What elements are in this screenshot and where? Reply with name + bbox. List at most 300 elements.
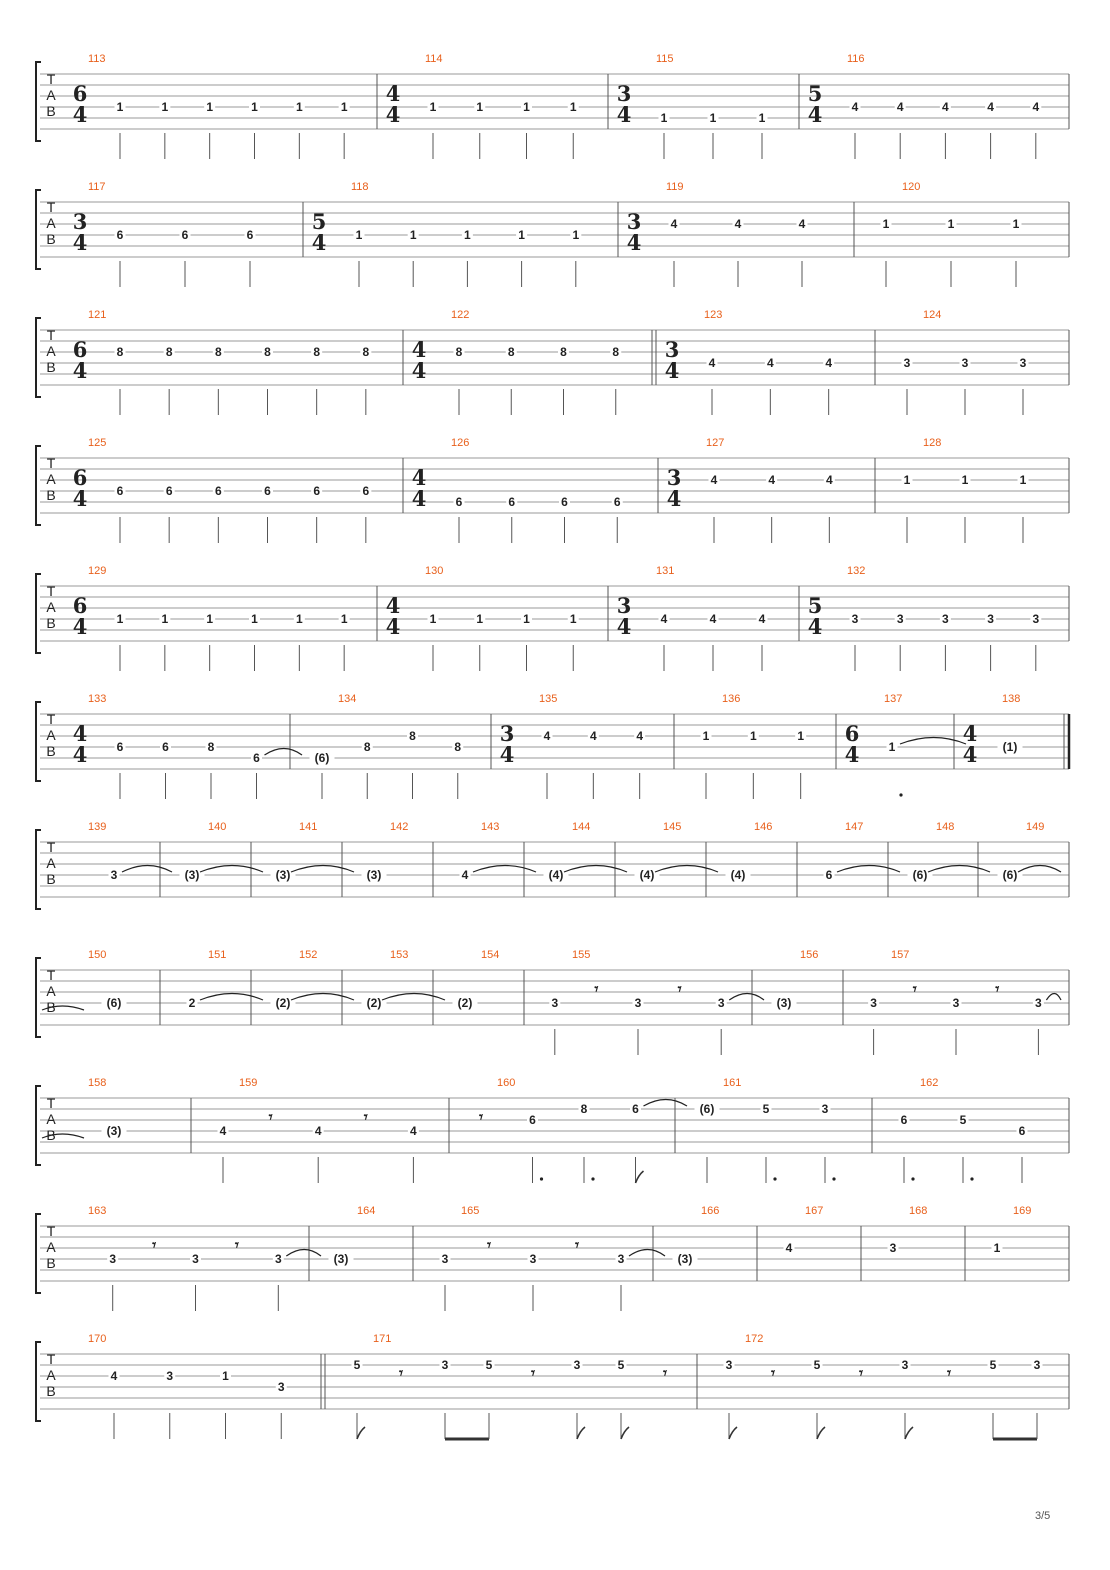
measure-number: 113 [88,53,106,65]
measure-number: 120 [902,181,921,193]
fret-number: 3 [1032,612,1040,626]
time-signature-top: 4 [411,465,427,490]
measure-number: 131 [656,565,675,577]
fret-number: 1 [251,612,258,626]
fret-number: 3 [987,612,994,626]
tab-clef-letter: B [46,999,56,1015]
fret-number: 6 [362,484,370,498]
fret-number: 6 [1018,1124,1026,1138]
fret-number: 3 [821,1102,829,1116]
fret-number: 6 [632,1102,639,1116]
fret-number: 1 [993,1241,1001,1255]
fret-number: 8 [454,740,462,754]
eighth-rest: 𝄾 [479,1108,483,1126]
tie-arc [564,866,627,873]
time-signature-top: 3 [626,209,642,234]
fret-number: 1 [340,100,348,114]
time-signature-bottom: 4 [72,230,88,255]
measure-number: 133 [88,693,107,705]
time-signature-top: 4 [411,337,427,362]
dotted-rhythm [970,1177,973,1180]
fret-number: 1 [116,100,124,114]
fret-number: 6 [613,495,621,509]
measure-number: 122 [451,309,470,321]
measure-number: 145 [663,821,682,833]
fret-number: 3 [1035,996,1042,1010]
fret-number: 1 [429,100,437,114]
time-signature-bottom: 4 [807,102,823,127]
fret-number: 1 [476,100,484,114]
measure-number: 123 [704,309,723,321]
page-number: 3/5 [1035,1510,1051,1522]
fret-number: 8 [507,345,515,359]
time-signature-top: 4 [962,721,978,746]
measure-number: 130 [425,565,444,577]
time-signature-bottom: 4 [72,614,88,639]
fret-number: 4 [734,217,742,231]
time-signature-top: 5 [807,593,823,618]
fret-number: 8 [165,345,173,359]
tie-arc [122,866,172,873]
tab-clef-letter: A [46,1239,56,1255]
measure-number: 140 [208,821,227,833]
measure-number: 136 [722,693,741,705]
fret-number: 6 [264,484,271,498]
tie-arc [291,994,354,1001]
dotted-rhythm [591,1177,594,1180]
fret-number: 4 [461,868,469,882]
measure-number: 168 [909,1205,928,1217]
fret-number: 6 [561,495,568,509]
measure-number: 121 [88,309,107,321]
fret-number: 1 [523,612,530,626]
tab-clef-letter: T [46,967,56,983]
tie-arc [1018,866,1061,873]
measure-number: 119 [666,181,684,193]
tab-clef-letter: T [46,455,56,471]
fret-number: 6 [253,751,260,765]
note-flag [636,1171,644,1183]
fret-number: 5 [989,1358,997,1372]
measure-number: 165 [461,1205,480,1217]
fret-number: 3 [109,1252,117,1266]
time-signature-top: 6 [844,721,860,746]
fret-number: (6) [912,868,928,882]
fret-number: 1 [1012,217,1020,231]
tab-clef-letter: T [46,1223,56,1239]
measure-number: 117 [88,181,106,193]
note-flag [621,1427,629,1439]
fret-number: (6) [106,996,122,1010]
measure-number: 143 [481,821,500,833]
note-flag [729,1427,737,1439]
measure-number: 114 [425,53,443,65]
eighth-rest: 𝄾 [677,980,682,998]
measure-number: 150 [88,949,107,961]
fret-number: 4 [1032,100,1040,114]
fret-number: (6) [699,1102,715,1116]
tie-arc [265,749,303,756]
time-signature-top: 3 [666,465,682,490]
time-signature-bottom: 4 [72,742,88,767]
fret-number: (2) [366,996,382,1010]
eighth-rest: 𝄾 [771,1364,775,1382]
time-signature-bottom: 4 [385,102,401,127]
fret-number: 1 [251,100,258,114]
fret-number: 3 [573,1358,581,1372]
measure-number: 125 [88,437,107,449]
fret-number: 4 [670,217,678,231]
measure-number: 154 [481,949,500,961]
fret-number: 3 [896,612,904,626]
tie-arc [928,866,990,873]
fret-number: 4 [768,473,776,487]
tie-arc [629,1250,665,1257]
fret-number: 8 [612,345,620,359]
measure-number: 169 [1013,1205,1032,1217]
time-signature-bottom: 4 [72,486,88,511]
fret-number: 4 [708,356,716,370]
eighth-rest: 𝄾 [947,1364,951,1382]
fret-number: (3) [333,1252,349,1266]
dotted-rhythm [540,1177,543,1180]
tab-clef-letter: B [46,871,56,887]
fret-number: 8 [455,345,463,359]
fret-number: 4 [543,729,551,743]
tab-clef-letter: A [46,215,56,231]
fret-number: 5 [959,1113,967,1127]
fret-number: (3) [366,868,382,882]
fret-number: 6 [246,228,254,242]
fret-number: 3 [942,612,949,626]
eighth-rest: 𝄾 [594,980,599,998]
measure-number: 148 [936,821,955,833]
fret-number: 4 [710,473,718,487]
measure-number: 126 [451,437,470,449]
measure-number: 161 [723,1077,742,1089]
tab-clef-letter: B [46,1383,56,1399]
fret-number: 1 [947,217,955,231]
fret-number: 6 [455,495,463,509]
fret-number: 3 [725,1358,733,1372]
measure-number: 147 [845,821,864,833]
time-signature-bottom: 4 [962,742,978,767]
fret-number: 1 [161,612,169,626]
fret-number: 3 [166,1369,174,1383]
fret-number: 3 [903,356,911,370]
tie-arc [644,1100,688,1107]
fret-number: 8 [363,740,371,754]
fret-number: 8 [409,729,416,743]
eighth-rest: 𝄾 [399,1364,403,1382]
fret-number: 3 [529,1252,537,1266]
tab-clef-letter: A [46,599,56,615]
tie-arc [200,866,263,873]
fret-number: 1 [206,612,214,626]
time-signature-bottom: 4 [311,230,327,255]
tab-clef-letter: T [46,583,56,599]
measure-number: 162 [920,1077,939,1089]
measure-number: 139 [88,821,107,833]
eighth-rest: 𝄾 [995,980,1000,998]
measure-number: 159 [239,1077,258,1089]
fret-number: 4 [110,1369,118,1383]
fret-number: 3 [889,1241,897,1255]
time-signature-top: 5 [311,209,327,234]
fret-number: 2 [188,996,196,1010]
fret-number: 1 [161,100,169,114]
measure-number: 142 [390,821,409,833]
fret-number: 3 [441,1358,449,1372]
fret-number: 6 [162,740,169,754]
tie-arc [837,866,900,873]
fret-number: 1 [569,100,577,114]
time-signature-top: 4 [72,721,88,746]
measure-number: 135 [539,693,558,705]
tab-clef-letter: A [46,855,56,871]
tab-clef-letter: B [46,615,56,631]
eighth-rest: 𝄾 [234,1236,239,1254]
tie-arc [291,866,354,873]
note-flag [817,1427,825,1439]
tie-arc [900,738,966,745]
time-signature-bottom: 4 [807,614,823,639]
time-signature-bottom: 4 [616,614,632,639]
tab-clef-letter: B [46,1127,56,1143]
fret-number: 1 [409,228,417,242]
fret-number: 3 [192,1252,199,1266]
fret-number: 4 [636,729,644,743]
tie-arc [655,866,718,873]
dotted-rhythm [773,1177,776,1180]
time-signature-bottom: 4 [411,486,427,511]
measure-number: 153 [390,949,409,961]
time-signature-bottom: 4 [385,614,401,639]
fret-number: 6 [900,1113,908,1127]
fret-number: 4 [766,356,774,370]
measure-number: 124 [923,309,942,321]
measure-number: 149 [1026,821,1045,833]
time-signature-bottom: 4 [411,358,427,383]
fret-number: 6 [116,740,124,754]
tie-arc [473,866,536,873]
dotted-rhythm [832,1177,835,1180]
tab-clef-letter: B [46,1255,56,1271]
fret-number: 8 [313,345,321,359]
fret-number: 5 [762,1102,770,1116]
eighth-rest: 𝄾 [268,1108,273,1126]
fret-number: 1 [355,228,363,242]
time-signature-bottom: 4 [499,742,515,767]
fret-number: 3 [634,996,642,1010]
tab-clef-letter: B [46,743,56,759]
measure-number: 144 [572,821,591,833]
time-signature-bottom: 4 [72,358,88,383]
measure-number: 160 [497,1077,516,1089]
fret-number: 1 [476,612,484,626]
fret-number: 1 [797,729,805,743]
tab-clef-letter: B [46,231,56,247]
time-signature-top: 3 [616,593,632,618]
measure-number: 163 [88,1205,107,1217]
eighth-rest: 𝄾 [663,1364,667,1382]
measure-number: 155 [572,949,591,961]
fret-number: 4 [851,100,859,114]
fret-number: 1 [464,228,471,242]
fret-number: (3) [184,868,200,882]
measure-number: 127 [706,437,725,449]
fret-number: 3 [441,1252,449,1266]
fret-number: (6) [1002,868,1018,882]
fret-number: 1 [116,612,124,626]
fret-number: 1 [569,612,577,626]
measure-number: 128 [923,437,942,449]
fret-number: 8 [214,345,222,359]
measure-number: 132 [847,565,866,577]
tab-clef-letter: T [46,839,56,855]
fret-number: 3 [274,1252,282,1266]
fret-number: 6 [508,495,516,509]
fret-number: 4 [942,100,949,114]
fret-number: 3 [110,868,118,882]
measure-number: 171 [373,1333,392,1345]
time-signature-top: 3 [72,209,88,234]
measure-number: 115 [656,53,674,65]
fret-number: 6 [181,228,189,242]
fret-number: 8 [560,345,567,359]
fret-number: 3 [851,612,859,626]
fret-number: (2) [457,996,473,1010]
fret-number: 1 [702,729,710,743]
fret-number: 6 [116,228,124,242]
fret-number: 1 [903,473,911,487]
eighth-rest: 𝄾 [487,1236,491,1254]
tie-arc [286,1250,321,1257]
fret-number: (4) [548,868,564,882]
dotted-rhythm [899,793,902,796]
time-signature-top: 6 [72,593,88,618]
fret-number: 3 [617,1252,625,1266]
fret-number: 1 [518,228,525,242]
fret-number: 1 [660,111,668,125]
tab-clef-letter: T [46,1351,56,1367]
fret-number: 4 [825,356,833,370]
fret-number: 1 [295,100,303,114]
fret-number: 3 [277,1380,285,1394]
fret-number: 4 [589,729,597,743]
tab-clef-letter: T [46,1095,56,1111]
fret-number: 5 [485,1358,493,1372]
fret-number: 1 [222,1369,229,1383]
fret-number: 5 [617,1358,625,1372]
fret-number: 1 [758,111,766,125]
fret-number: 1 [888,740,896,754]
measure-number: 164 [357,1205,376,1217]
fret-number: 8 [116,345,124,359]
fret-number: 4 [896,100,904,114]
eighth-rest: 𝄾 [363,1108,368,1126]
tab-clef-letter: A [46,343,56,359]
fret-number: 4 [410,1124,417,1138]
time-signature-top: 3 [664,337,680,362]
tab-clef-letter: T [46,711,56,727]
time-signature-top: 4 [385,81,401,106]
fret-number: 5 [353,1358,361,1372]
tab-clef-letter: T [46,327,56,343]
time-signature-top: 6 [72,465,88,490]
time-signature-top: 6 [72,337,88,362]
fret-number: 6 [529,1113,536,1127]
measure-number: 118 [351,181,369,193]
fret-number: 1 [523,100,530,114]
eighth-rest: 𝄾 [575,1236,579,1254]
time-signature-bottom: 4 [664,358,680,383]
fret-number: 4 [709,612,717,626]
time-signature-bottom: 4 [72,102,88,127]
fret-number: 6 [825,868,833,882]
fret-number: (4) [639,868,655,882]
measure-number: 116 [847,53,865,65]
eighth-rest: 𝄾 [859,1364,863,1382]
fret-number: 3 [717,996,725,1010]
fret-number: 1 [295,612,303,626]
fret-number: 1 [961,473,969,487]
measure-number: 151 [208,949,227,961]
fret-number: 4 [798,217,806,231]
tab-clef-letter: T [46,199,56,215]
fret-number: 1 [206,100,214,114]
fret-number: (3) [106,1124,122,1138]
measure-number: 172 [745,1333,764,1345]
fret-number: (1) [1002,740,1018,754]
note-flag [357,1427,365,1439]
tab-clef-letter: A [46,471,56,487]
fret-number: 5 [813,1358,821,1372]
dotted-rhythm [911,1177,914,1180]
eighth-rest: 𝄾 [152,1236,157,1254]
tab-clef-letter: A [46,1111,56,1127]
fret-number: 1 [882,217,890,231]
fret-number: (3) [677,1252,693,1266]
fret-number: 8 [362,345,370,359]
measure-number: 146 [754,821,773,833]
fret-number: 3 [551,996,559,1010]
fret-number: (6) [314,751,330,765]
fret-number: 6 [165,484,173,498]
time-signature-top: 4 [385,593,401,618]
tab-clef-letter: A [46,1367,56,1383]
fret-number: 6 [116,484,124,498]
measure-number: 157 [891,949,910,961]
tie-arc [1046,994,1061,1001]
tab-clef-letter: B [46,487,56,503]
fret-number: 4 [825,473,833,487]
fret-number: 3 [901,1358,909,1372]
fret-number: 6 [313,484,321,498]
tab-clef-letter: B [46,359,56,375]
tie-arc [729,994,764,1001]
fret-number: 1 [429,612,437,626]
fret-number: 8 [207,740,215,754]
time-signature-bottom: 4 [844,742,860,767]
fret-number: (2) [275,996,291,1010]
time-signature-top: 6 [72,81,88,106]
measure-number: 152 [299,949,318,961]
time-signature-top: 3 [499,721,515,746]
measure-number: 170 [88,1333,107,1345]
tab-clef-letter: T [46,71,56,87]
fret-number: 4 [758,612,766,626]
